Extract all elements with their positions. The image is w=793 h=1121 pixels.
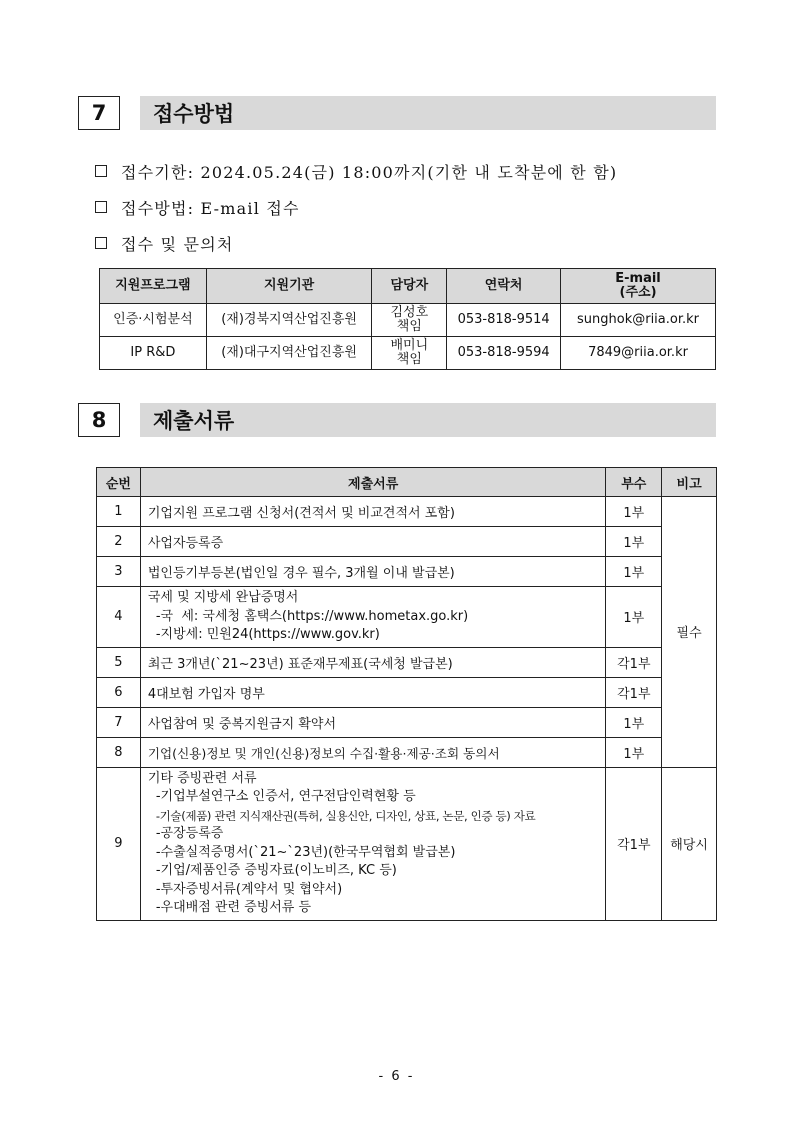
table-row: [97, 587, 717, 648]
page-number: - 6 -: [378, 1069, 415, 1084]
table-cell: IP R&D: [100, 337, 207, 370]
copies-cell: 1부: [606, 707, 662, 737]
copies-cell: 1부: [606, 527, 662, 557]
table-cell: sunghok@riia.or.kr: [561, 304, 716, 337]
header-cell: 부수: [606, 468, 662, 497]
row-number: 5: [97, 647, 141, 677]
table-cell: (재)대구지역산업진흥원: [206, 337, 372, 370]
header-cell: 제출서류: [140, 468, 606, 497]
row-number: 8: [97, 737, 141, 767]
document-name: 기타 증빙관련 서류 -기업부설연구소 인증서, 연구전담인력현황 등 -기술(제품) 관련 지식재산권(특허, 실용신안, 디자인, 상표, 논문, 인증 등) 자료 -공장등록증 -수출실적증명서(`21~`23년)(한국무역협회 발급본) -기업/제품인증 증빙자료(이노비즈, KC 등) -투자증빙서류(계약서 및 협약서) -우대배점 관련 증빙서류 등: [140, 767, 606, 920]
header-cell: 지원프로그램: [100, 269, 207, 304]
table-row: [97, 737, 717, 767]
document-name: 사업참여 및 중복지원금지 확약서: [140, 707, 606, 737]
row-number: 3: [97, 557, 141, 587]
table-header-row: [100, 269, 716, 304]
bullet-item: 접수방법: E-mail 접수: [95, 189, 715, 225]
checkbox-square-icon: [95, 201, 107, 213]
copies-cell: 1부: [606, 737, 662, 767]
table-cell: 김성호 책임: [372, 304, 447, 337]
table-row: [100, 304, 716, 337]
copies-cell: 각1부: [606, 767, 662, 920]
table-row: [97, 647, 717, 677]
checkbox-square-icon: [95, 165, 107, 177]
row-number: 2: [97, 527, 141, 557]
section-title: 제출서류: [140, 403, 716, 437]
table-row: [97, 767, 717, 920]
bullet-list: [95, 153, 715, 261]
copies-cell: 1부: [606, 587, 662, 648]
table-cell: 배미니 책임: [372, 337, 447, 370]
documents-table: [96, 467, 717, 921]
contact-table: [99, 268, 716, 370]
table-row: [97, 677, 717, 707]
row-number: 4: [97, 587, 141, 648]
copies-cell: 1부: [606, 557, 662, 587]
copies-cell: 각1부: [606, 647, 662, 677]
document-name: 최근 3개년(`21~23년) 표준재무제표(국세청 발급본): [140, 647, 606, 677]
bullet-item: 접수기한: 2024.05.24(금) 18:00까지(기한 내 도착분에 한 함): [95, 153, 715, 189]
header-cell: E-mail (주소): [561, 269, 716, 304]
remark-cell: 해당시: [662, 767, 717, 920]
table-row: [97, 707, 717, 737]
header-cell: 지원기관: [206, 269, 372, 304]
section-7-header: [78, 96, 716, 132]
row-number: 7: [97, 707, 141, 737]
header-cell: 비고: [662, 468, 717, 497]
table-cell: 053-818-9514: [447, 304, 561, 337]
table-row: [97, 527, 717, 557]
checkbox-square-icon: [95, 237, 107, 249]
section-number: 7: [78, 96, 120, 130]
table-row: [100, 337, 716, 370]
bullet-item: 접수 및 문의처: [95, 225, 715, 261]
table-cell: 인증·시험분석: [100, 304, 207, 337]
remark-cell: 필수: [662, 497, 717, 768]
header-cell: 순번: [97, 468, 141, 497]
document-name: 법인등기부등본(법인일 경우 필수, 3개월 이내 발급본): [140, 557, 606, 587]
document-name: 국세 및 지방세 완납증명서 -국 세: 국세청 홈택스(https://www.hometax.go.kr) -지방세: 민원24(https://www.gov.kr): [140, 587, 606, 648]
row-number: 6: [97, 677, 141, 707]
document-name: 4대보험 가입자 명부: [140, 677, 606, 707]
table-header-row: [97, 468, 717, 497]
table-row: [97, 557, 717, 587]
document-name: 기업지원 프로그램 신청서(견적서 및 비교견적서 포함): [140, 497, 606, 527]
table-cell: 053-818-9594: [447, 337, 561, 370]
section-number: 8: [78, 403, 120, 437]
copies-cell: 1부: [606, 497, 662, 527]
document-name: 사업자등록증: [140, 527, 606, 557]
row-number: 1: [97, 497, 141, 527]
table-row: [97, 497, 717, 527]
header-cell: 연락처: [447, 269, 561, 304]
table-cell: 7849@riia.or.kr: [561, 337, 716, 370]
table-cell: (재)경북지역산업진흥원: [206, 304, 372, 337]
section-title: 접수방법: [140, 96, 716, 130]
document-name: 기업(신용)정보 및 개인(신용)정보의 수집·활용·제공·조회 동의서: [140, 737, 606, 767]
copies-cell: 각1부: [606, 677, 662, 707]
row-number: 9: [97, 767, 141, 920]
header-cell: 담당자: [372, 269, 447, 304]
section-8-header: [78, 403, 716, 439]
